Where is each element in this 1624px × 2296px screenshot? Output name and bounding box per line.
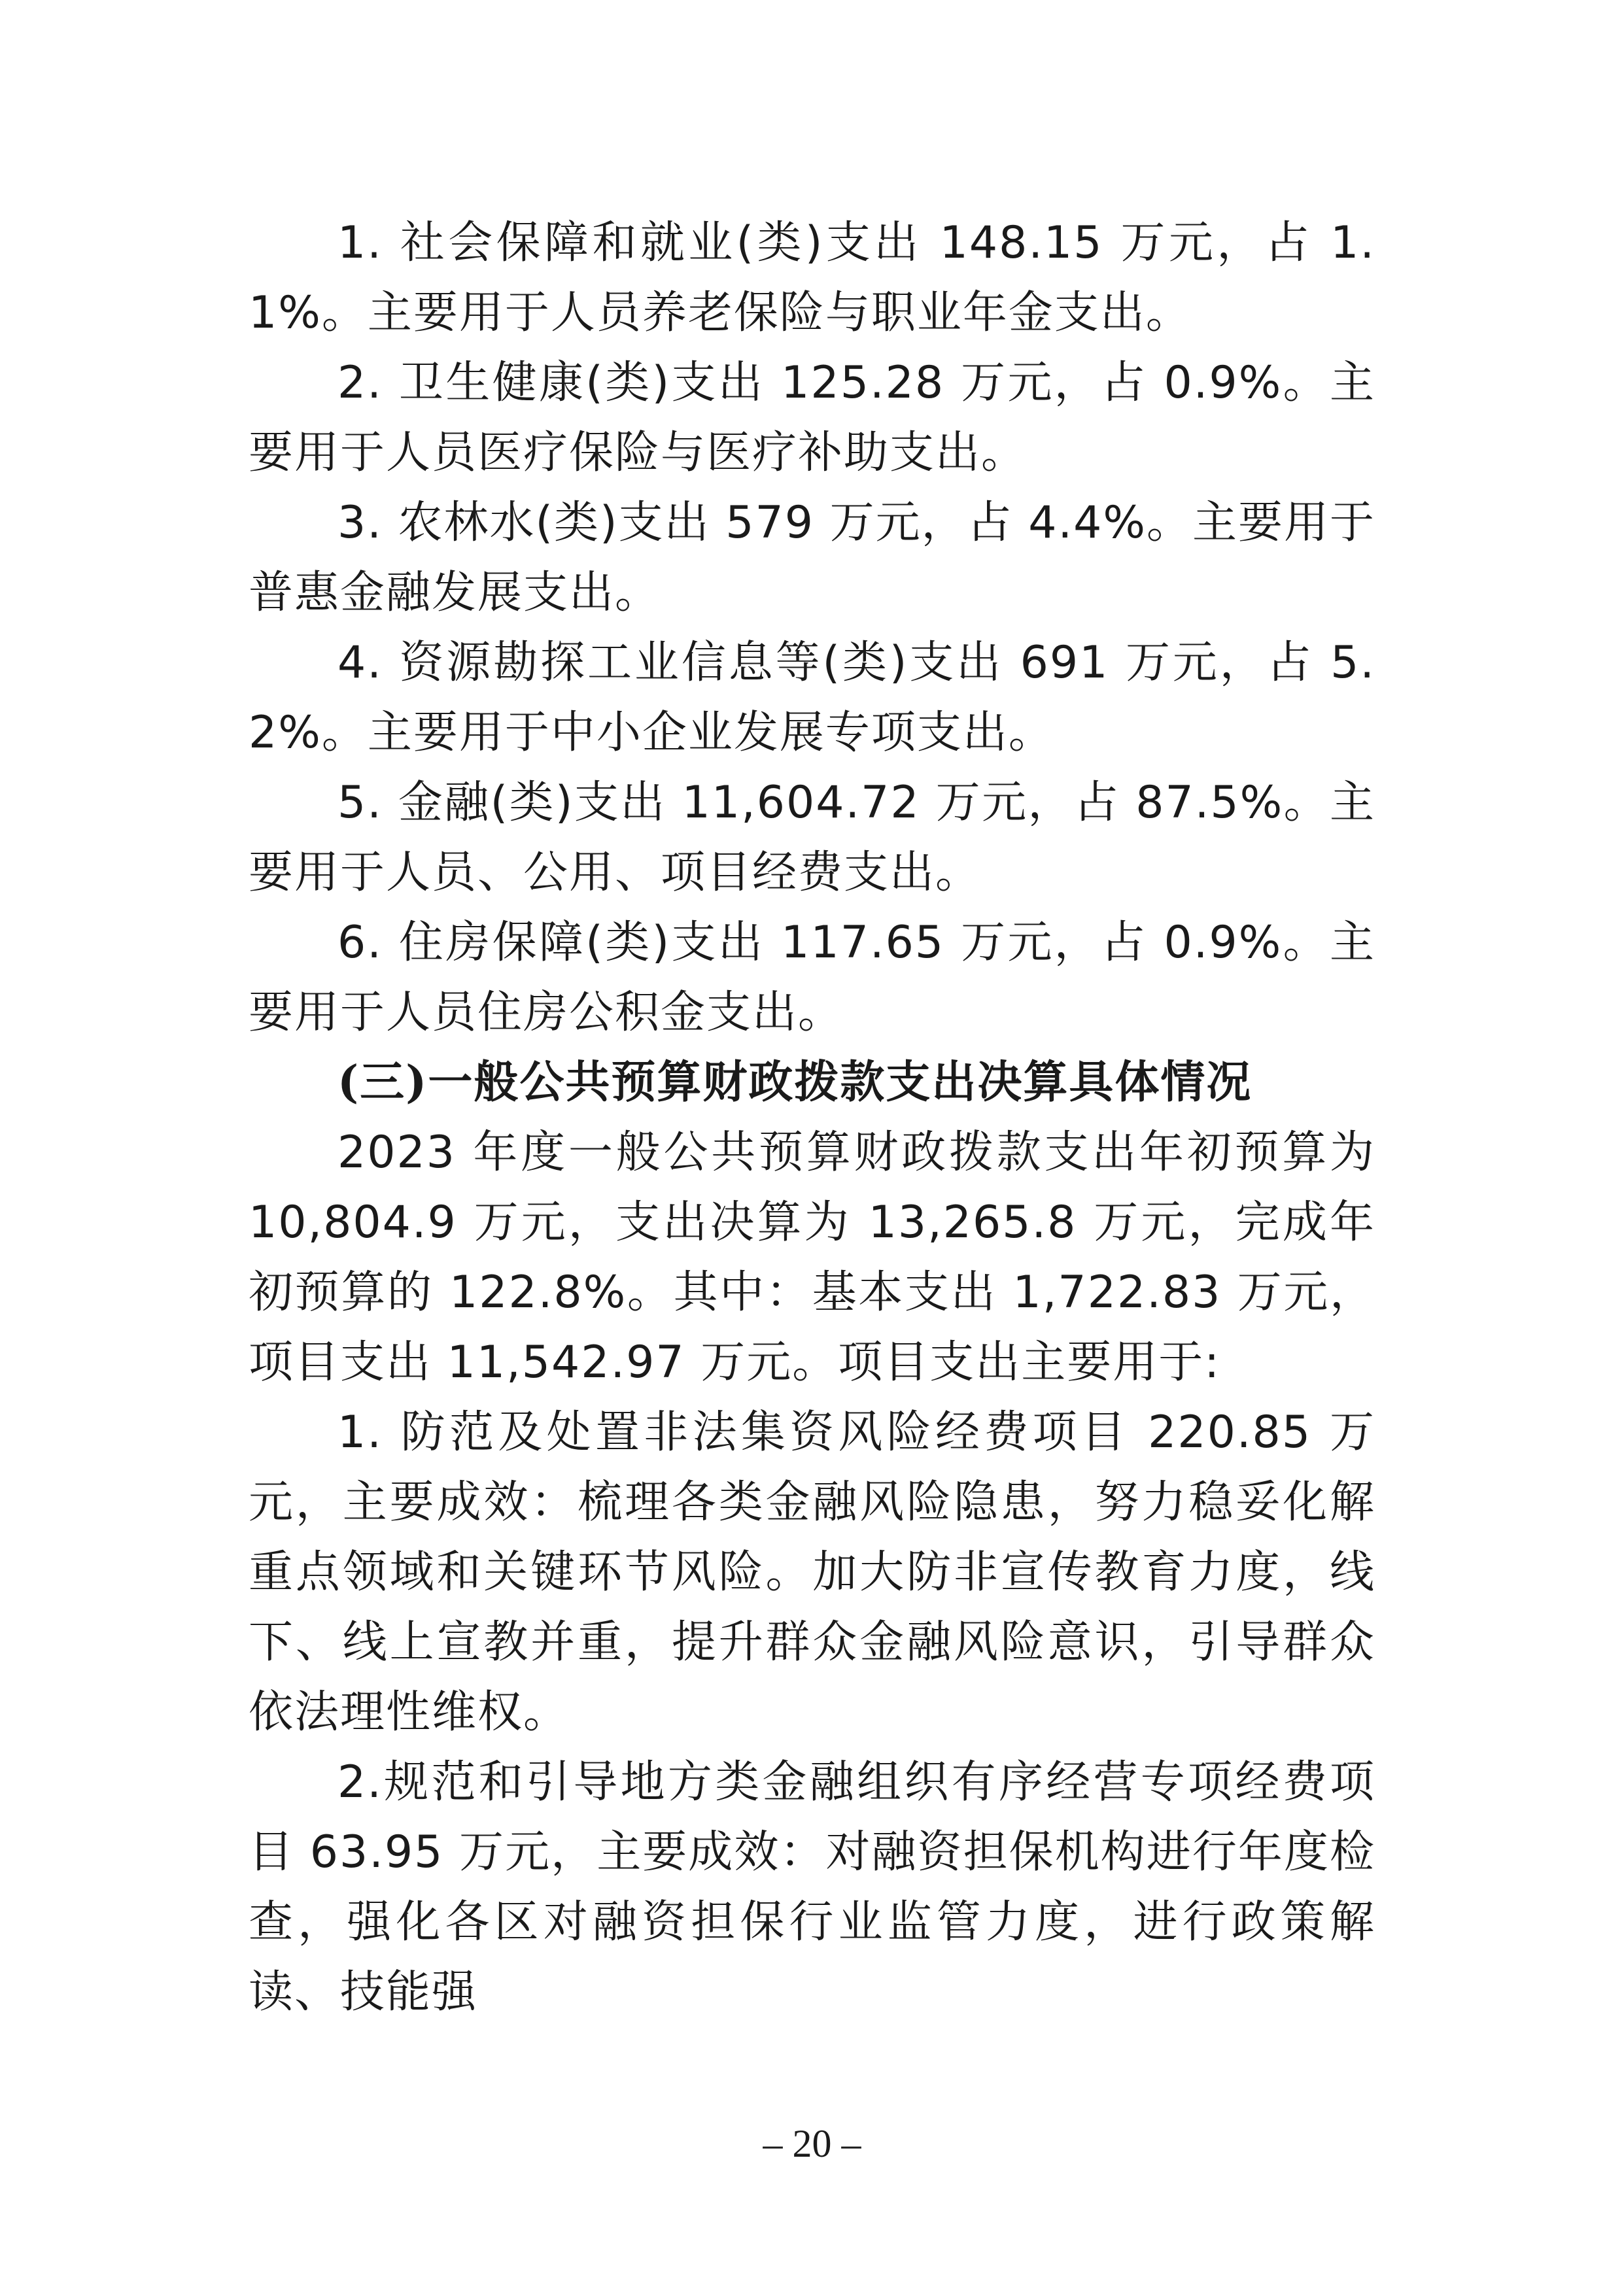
section-heading: (三)一般公共预算财政拨款支出决算具体情况 bbox=[337, 1056, 1253, 1108]
expenditure-item-health: 2. 卫生健康(类)支出 125.28 万元，占 0.9%。主要用于人员医疗保险与医疗补助支出。 bbox=[249, 357, 1375, 479]
expenditure-item-agriculture: 3. 农林水(类)支出 579 万元，占 4.4%。主要用于普惠金融发展支出。 bbox=[249, 497, 1375, 619]
project-item-local-finance-regulation: 2.规范和引导地方类金融组织有序经营专项经费项目 63.95 万元，主要成效：对融资担保机构进行年度检查，强化各区对融资担保行业监管力度，进行政策解读、技能强 bbox=[249, 1756, 1375, 2018]
page-number: – 20 – bbox=[763, 2122, 861, 2165]
expenditure-item-resources: 4. 资源勘探工业信息等(类)支出 691 万元，占 5.2%。主要用于中小企业发展专项支出。 bbox=[249, 637, 1375, 759]
expenditure-item-finance: 5. 金融(类)支出 11,604.72 万元，占 87.5%。主要用于人员、公用、项目经费支出。 bbox=[249, 777, 1375, 899]
budget-summary-paragraph: 2023 年度一般公共预算财政拨款支出年初预算为 10,804.9 万元，支出决算为 13,265.8 万元，完成年初预算的 122.8%。其中：基本支出 1,722.83 万元，项目支出 11,542.97 万元。项目支出主要用于: bbox=[249, 1127, 1375, 1388]
project-item-illegal-fundraising: 1. 防范及处置非法集资风险经费项目 220.85 万元，主要成效：梳理各类金融风险隐患，努力稳妥化解重点领域和关键环节风险。加大防非宣传教育力度，线下、线上宣教并重，提升群众金融风险意识，引导群众依法理性维权。 bbox=[249, 1407, 1375, 1738]
document-body bbox=[249, 208, 1375, 2027]
expenditure-item-social-security: 1. 社会保障和就业(类)支出 148.15 万元，占 1.1%。主要用于人员养老保险与职业年金支出。 bbox=[249, 217, 1375, 339]
expenditure-item-housing: 6. 住房保障(类)支出 117.65 万元，占 0.9%。主要用于人员住房公积金支出。 bbox=[249, 917, 1375, 1038]
